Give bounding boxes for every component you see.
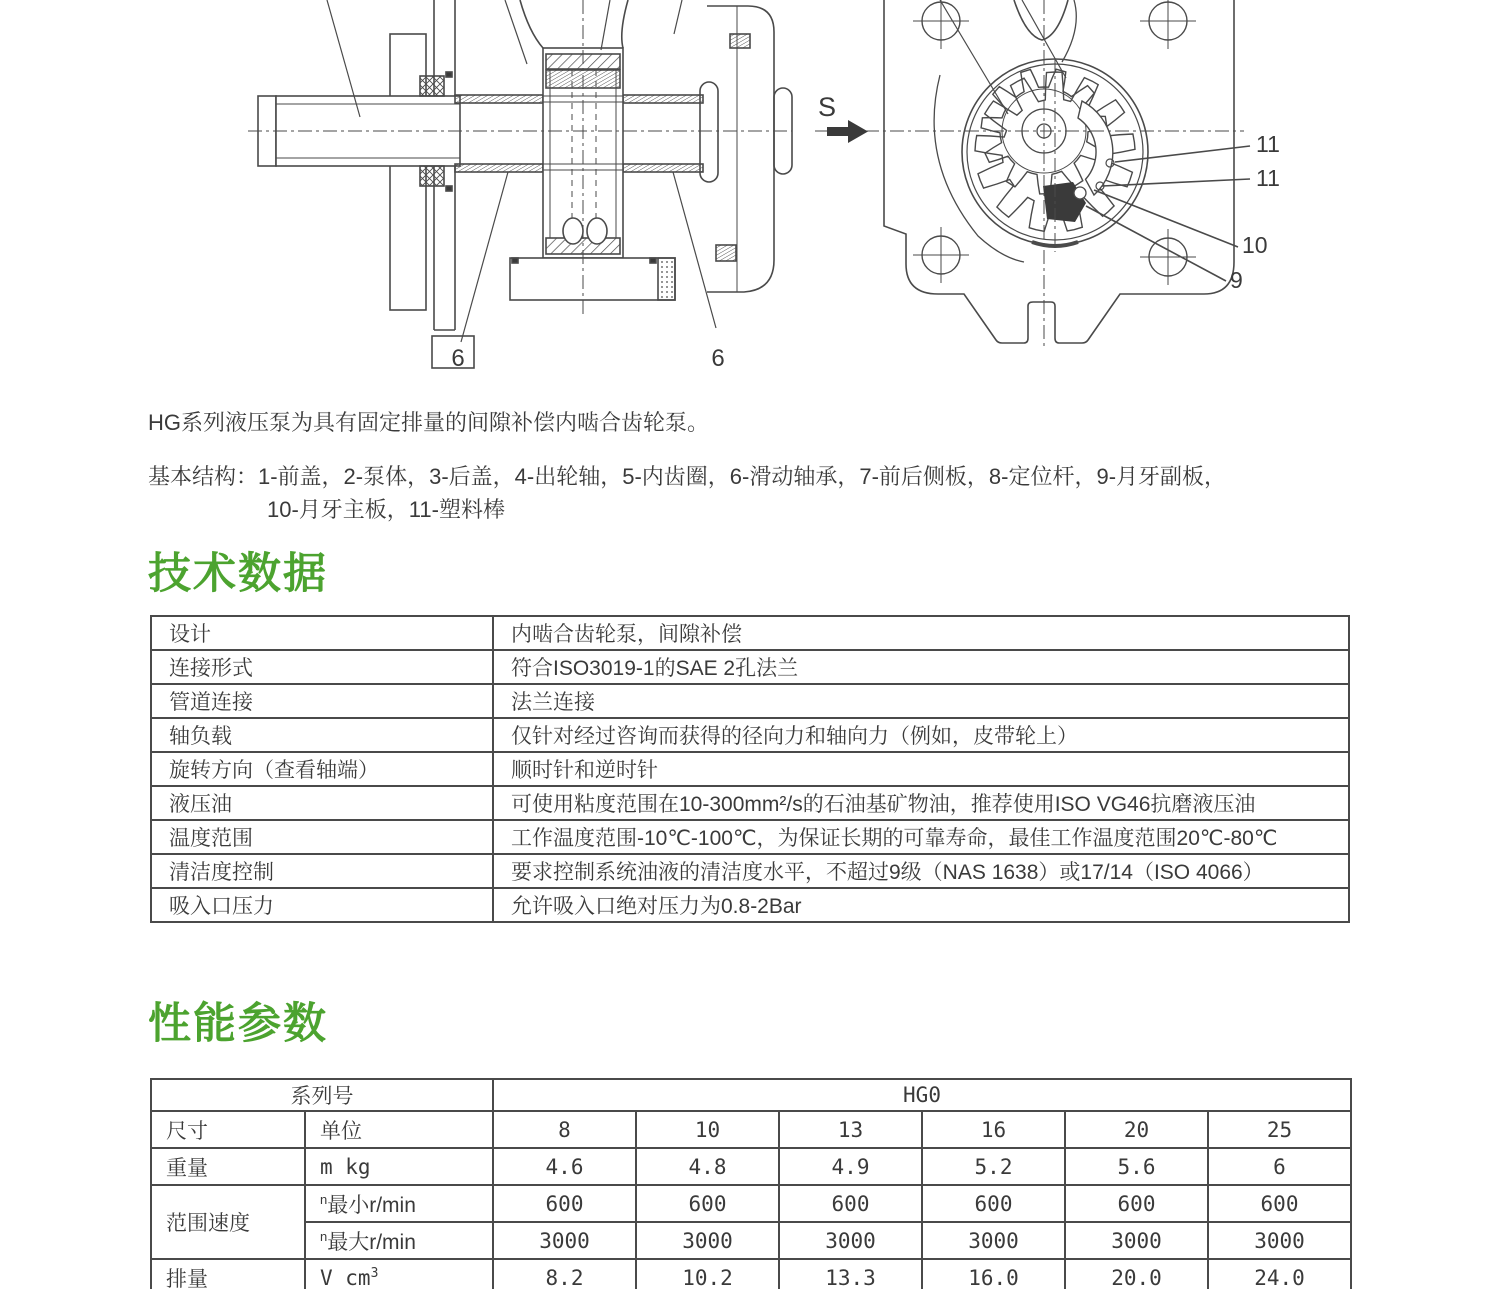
speed-max-value: 3000 <box>636 1222 779 1259</box>
part-label-9: 9 <box>1230 267 1243 293</box>
spec-value: 工作温度范围-10℃-100℃，为保证长期的可靠寿命，最佳工作温度范围20℃-80℃ <box>493 820 1349 854</box>
shaft-seal <box>420 76 444 96</box>
table-row <box>151 786 1349 820</box>
speed-min-unit <box>305 1185 493 1222</box>
unit-label: 单位 <box>305 1111 493 1148</box>
speed-max-sup: n <box>320 1228 328 1244</box>
table-row <box>151 888 1349 922</box>
spec-label: 管道连接 <box>151 684 493 718</box>
table-row <box>151 1079 1351 1111</box>
displacement-unit <box>305 1259 493 1289</box>
table-row <box>151 718 1349 752</box>
basic-structure <box>148 460 1226 526</box>
size-value: 8 <box>493 1111 636 1148</box>
pump-section-diagram <box>230 0 800 372</box>
pump-housing <box>884 0 1234 343</box>
part-label-10: 10 <box>1242 232 1268 258</box>
weight-label: 重量 <box>151 1148 305 1185</box>
performance-heading: 性能参数 <box>148 1000 328 1048</box>
speed-max-value: 3000 <box>493 1222 636 1259</box>
spec-value: 要求控制系统油液的清洁度水平，不超过9级（NAS 1638）或17/14（ISO 4066） <box>493 854 1349 888</box>
bearing-roller <box>563 218 583 244</box>
tech-data-heading: 技术数据 <box>148 550 328 598</box>
spec-label: 设计 <box>151 616 493 650</box>
size-value: 10 <box>636 1111 779 1148</box>
spec-label: 连接形式 <box>151 650 493 684</box>
speed-range-label: 范围速度 <box>151 1185 305 1259</box>
basic-structure-line2: 10-月牙主板，11-塑料棒 <box>267 497 505 522</box>
table-row <box>151 1222 1351 1259</box>
table-row <box>151 752 1349 786</box>
flow-arrow-icon <box>827 120 868 143</box>
table-row <box>151 1185 1351 1222</box>
performance-table <box>150 1078 1352 1289</box>
weight-value: 4.6 <box>493 1148 636 1185</box>
basic-structure-line1: 基本结构：1-前盖，2-泵体，3-后盖，4-出轮轴，5-内齿圈，6-滑动轴承，7-前后侧板，8-定位杆，9-月牙副板， <box>148 464 1227 489</box>
speed-max-text: 最大r/min <box>327 1230 416 1254</box>
spec-value: 法兰连接 <box>493 684 1349 718</box>
size-value: 25 <box>1208 1111 1351 1148</box>
speed-min-value: 600 <box>1065 1185 1208 1222</box>
spec-value: 顺时针和逆时针 <box>493 752 1349 786</box>
flow-label-s: S <box>818 92 837 122</box>
table-row <box>151 820 1349 854</box>
displacement-value: 20.0 <box>1065 1259 1208 1289</box>
part-label-11: 11 <box>1256 131 1280 157</box>
part-label-11: 11 <box>1256 165 1280 191</box>
speed-min-value: 600 <box>1208 1185 1351 1222</box>
spec-value: 仅针对经过咨询而获得的径向力和轴向力（例如，皮带轮上） <box>493 718 1349 752</box>
set-screw <box>716 245 736 261</box>
pump-front-diagram <box>810 0 1300 350</box>
speed-max-value: 3000 <box>779 1222 922 1259</box>
table-row <box>151 1259 1351 1289</box>
speed-max-value: 3000 <box>922 1222 1065 1259</box>
spec-label: 液压油 <box>151 786 493 820</box>
spec-label: 清洁度控制 <box>151 854 493 888</box>
spec-label: 旋转方向（查看轴端） <box>151 752 493 786</box>
weight-value: 4.9 <box>779 1148 922 1185</box>
speed-min-value: 600 <box>636 1185 779 1222</box>
weight-value: 4.8 <box>636 1148 779 1185</box>
table-row <box>151 1148 1351 1185</box>
size-value: 16 <box>922 1111 1065 1148</box>
spec-label: 吸入口压力 <box>151 888 493 922</box>
tech-data-table <box>150 615 1350 923</box>
displacement-value: 24.0 <box>1208 1259 1351 1289</box>
bottom-mount-block <box>510 258 675 300</box>
displacement-unit-text: V cm <box>320 1265 371 1289</box>
size-value: 20 <box>1065 1111 1208 1148</box>
spec-label: 轴负载 <box>151 718 493 752</box>
locating-pin <box>1074 187 1086 199</box>
part-label-6: 6 <box>451 345 465 372</box>
speed-min-sup: n <box>320 1191 328 1207</box>
spec-value: 符合ISO3019-1的SAE 2孔法兰 <box>493 650 1349 684</box>
speed-min-text: 最小r/min <box>327 1193 416 1217</box>
spec-value: 内啮合齿轮泵，间隙补偿 <box>493 616 1349 650</box>
series-value: HG0 <box>493 1079 1351 1111</box>
displacement-value: 16.0 <box>922 1259 1065 1289</box>
table-row <box>151 650 1349 684</box>
table-row <box>151 1111 1351 1148</box>
displacement-unit-sup: 3 <box>370 1265 379 1281</box>
displacement-label: 排量 <box>151 1259 305 1289</box>
part-label-6: 6 <box>711 345 725 372</box>
speed-max-unit <box>305 1222 493 1259</box>
weight-value: 5.6 <box>1065 1148 1208 1185</box>
table-row <box>151 854 1349 888</box>
speed-max-value: 3000 <box>1208 1222 1351 1259</box>
table-row <box>151 616 1349 650</box>
spec-value: 可使用粘度范围在10-300mm²/s的石油基矿物油，推荐使用ISO VG46抗磨液压油 <box>493 786 1349 820</box>
speed-max-value: 3000 <box>1065 1222 1208 1259</box>
displacement-value: 10.2 <box>636 1259 779 1289</box>
speed-min-value: 600 <box>779 1185 922 1222</box>
speed-min-value: 600 <box>922 1185 1065 1222</box>
displacement-value: 8.2 <box>493 1259 636 1289</box>
spec-label: 温度范围 <box>151 820 493 854</box>
pump-description: HG系列液压泵为具有固定排量的间隙补偿内啮合齿轮泵。 <box>148 410 710 435</box>
size-value: 13 <box>779 1111 922 1148</box>
spec-value: 允许吸入口绝对压力为0.8-2Bar <box>493 888 1349 922</box>
series-label: 系列号 <box>151 1079 493 1111</box>
weight-value: 6 <box>1208 1148 1351 1185</box>
weight-unit: m kg <box>305 1148 493 1185</box>
weight-value: 5.2 <box>922 1148 1065 1185</box>
displacement-value: 13.3 <box>779 1259 922 1289</box>
speed-min-value: 600 <box>493 1185 636 1222</box>
size-label: 尺寸 <box>151 1111 305 1148</box>
sleeve-bearing <box>455 95 543 103</box>
table-row <box>151 684 1349 718</box>
